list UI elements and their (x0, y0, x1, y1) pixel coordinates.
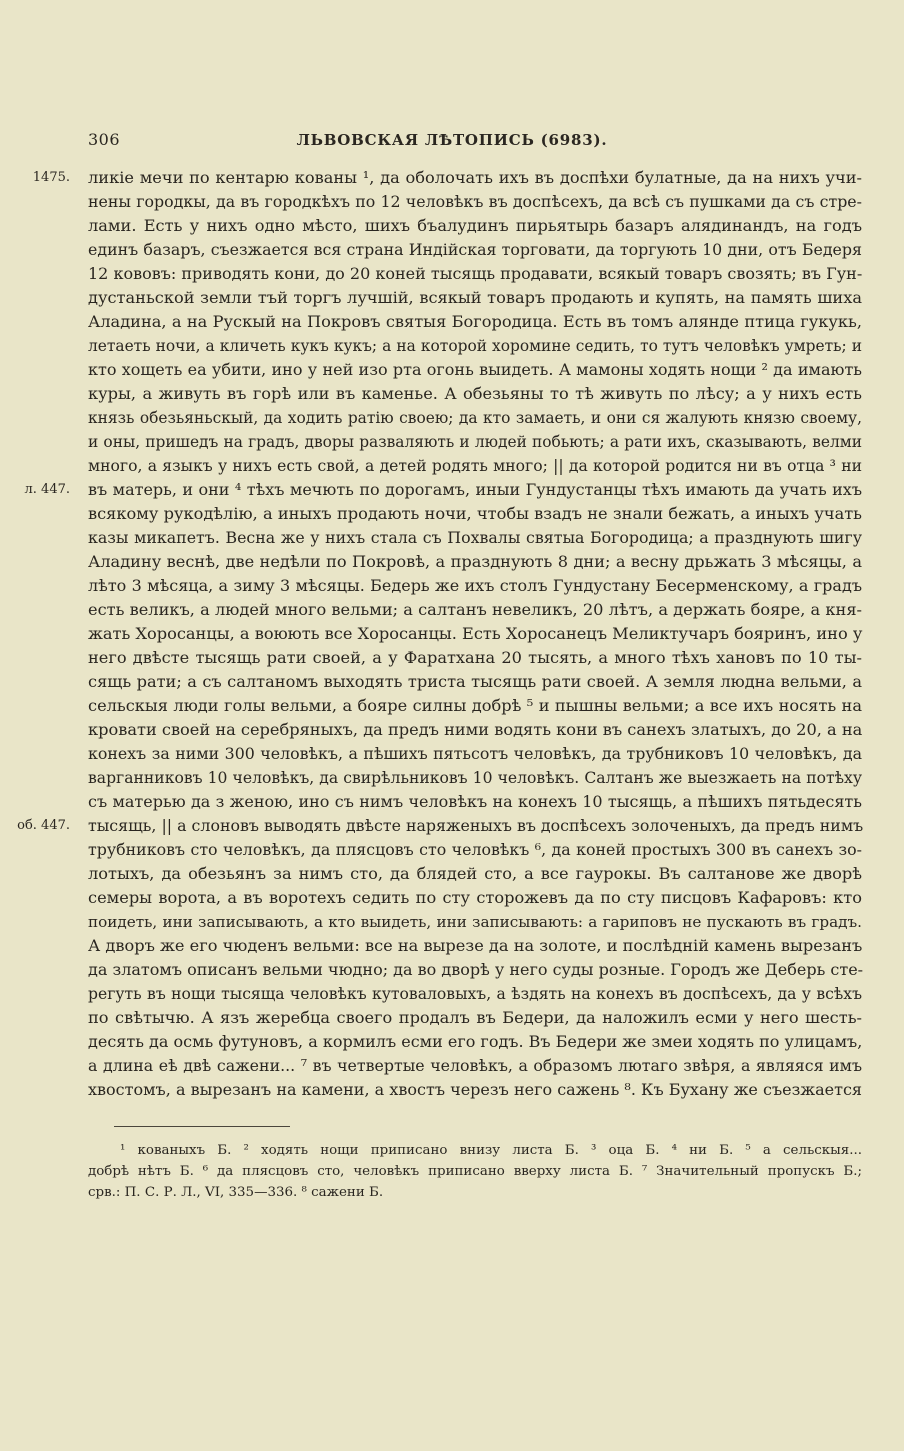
text-line: А дворъ же его чюденъ вельми: все на вырезе да на золоте, и послѣднiй камень вырезанъ (88, 936, 863, 955)
margin-note-folio-verso: об. 447. (17, 818, 70, 833)
footnote-line: срв.: П. С. Р. Л., VI, 335—336. ⁸ сажени Б. (88, 1185, 384, 1200)
text-line: лами. Есть у нихъ одно мѣсто, шихъ бъалудинъ пирьятырь базаръ алядинандъ, на годъ (88, 216, 862, 235)
page-number: 306 (88, 130, 121, 149)
text-line: летаеть ночи, а кличеть кукъ кукъ; а на которой хоромине седить, то тутъ человѣкъ умреть; и (88, 337, 862, 355)
text-line: дустаньской земли тъй торгъ лучшiй, всякый товаръ продають и купять, на память шиха (88, 288, 862, 307)
text-line: регуть въ нощи тысяща человѣкъ кутоваловыхъ, а ѣздять на конехъ въ доспѣсехъ, да у всѣхъ (88, 985, 862, 1003)
text-line: Аладину веснѣ, две недѣли по Покровѣ, а празднують 8 дни; а весну дрьжать 3 мѣсяцы, а (88, 552, 862, 571)
text-line: десять да осмь футуновъ, а кормилъ есми его годъ. Въ Бедери же змеи ходять по улицамъ, (88, 1032, 863, 1051)
text-line: кто хощеть еа убити, ино у ней изо рта огонь выидеть. А мамоны ходять нощи ² да имають (88, 360, 862, 379)
text-line: варганниковъ 10 человѣкъ, да свирѣльниковъ 10 человѣкъ. Салтанъ же выезжаеть на потѣху (88, 769, 862, 787)
running-head: ЛЬВОВСКАЯ ЛѢТОПИСЬ (6983). (296, 131, 608, 149)
text-line: съ матерью да з женою, ино съ нимъ человѣкъ на конехъ 10 тысящь, а пѣшихъ пятьдесять (88, 792, 862, 811)
text-line: ликіе мечи по кентарю кованы ¹, да оболочать ихъ въ доспѣхи булатные, да на нихъ учи- (88, 168, 862, 187)
text-line: кровати своей на серебряныхъ, да предъ ними водять кони въ санехъ златыхъ, до 20, а на (88, 720, 863, 739)
text-line: князь обезьяньскый, да ходить ратiю своею; да кто замаеть, и они ся жалують князю своему, (88, 409, 862, 427)
footnote-line: ¹ кованыхъ Б. ² ходять нощи приписано внизу листа Б. ³ оца Б. ⁴ ни Б. ⁵ а сельскыя... (120, 1143, 862, 1158)
footnote-line: добрѣ нѣтъ Б. ⁶ да плясцовъ сто, человѣкъ приписано вверху листа Б. ⁷ Значительный пропускъ Б.; (88, 1164, 862, 1179)
text-line: а длина еѣ двѣ сажени... ⁷ въ четвертые человѣкъ, а образомъ лютаго звѣря, а являяся имъ (88, 1056, 862, 1075)
text-line: всякому рукодѣлiю, а иныхъ продають ночи, чтобы взадъ не знали бежать, а иныхъ учать (88, 504, 862, 523)
text-line: казы микапетъ. Весна же у нихъ стала съ Похвалы святыа Богородица; а празднують шигу (88, 528, 862, 547)
text-line: куры, а живуть въ горѣ или въ каменье. А обезьяны то тѣ живуть по лѣсу; а у нихъ есть (88, 384, 862, 403)
text-line: лѣто 3 мѣсяца, а зиму 3 мѣсяцы. Бедерь же ихъ столъ Гундустану Бесерменскому, а градъ (88, 576, 862, 595)
text-line: хвостомъ, а вырезанъ на камени, а хвостъ черезъ него сажень ⁸. Къ Бухану же съезжается (88, 1080, 862, 1099)
text-line: трубниковъ сто человѣкъ, да плясцовъ сто человѣкъ ⁶, да коней простыхъ 300 въ санехъ зо- (88, 840, 862, 859)
margin-note-year: 1475. (32, 170, 70, 185)
text-line: тысящь, || а слоновъ выводять двѣсте наряженыхъ въ доспѣсехъ золоченыхъ, да предъ нимъ (88, 816, 864, 835)
text-line: въ матерь, и они ⁴ тѣхъ мечють по дорогамъ, иныи Гундустанцы тѣхъ имають да учать ихъ (88, 480, 862, 499)
text-line: и оны, пришедъ на градъ, дворы разваляють и людей побьють; а рати ихъ, сказывають, велми (88, 433, 862, 451)
text-line: семеры ворота, а въ воротехъ седить по сту сторожевъ да по сту писцовъ Кафаровъ: кто (88, 888, 862, 907)
text-line: сящь рати; а съ салтаномъ выходять триста тысящь рати своей. А земля людна вельми, а (88, 672, 862, 691)
text-line: нены городкы, да въ городкѣхъ по 12 человѣкъ въ доспѣсехъ, да всѣ съ пушками да съ стре- (88, 192, 862, 211)
text-line: жать Хоросанцы, а воюють все Хоросанцы. Есть Хоросанецъ Меликтучаръ бояринъ, ино у (88, 624, 863, 643)
text-line: да златомъ описанъ вельми чюдно; да во дворѣ у него суды розные. Городъ же Деберь сте- (88, 960, 864, 979)
text-line: сельскыя люди голы вельми, а бояре силны добрѣ ⁵ и пышны вельми; а все ихъ носять на (88, 696, 862, 715)
text-line: Аладина, а на Рускый на Покровъ святыя Богородица. Есть въ томъ алянде птица гукукь, (88, 312, 862, 331)
text-line: по свѣтычю. А язъ жеребца своего продалъ въ Бедери, да наложилъ есми у него шесть- (88, 1008, 862, 1027)
text-line: лотыхъ, да обезьянъ за нимъ сто, да блядей сто, а все гаурокы. Въ салтанове же дворѣ (88, 864, 862, 883)
footnote-rule (114, 1126, 290, 1127)
text-line: много, а языкъ у нихъ есть свой, а детей родять много; || да которой родится ни въ отца ³ ни (88, 457, 862, 475)
margin-note-folio: л. 447. (24, 482, 70, 497)
text-line: него двѣсте тысящь рати своей, а у Фаратхана 20 тысять, а много тѣхъ хановъ по 10 ты- (88, 648, 862, 667)
text-line: поидеть, ини записывають, а кто выидеть, ини записывають: а гариповъ не пускають въ градъ. (88, 913, 862, 931)
text-line: конехъ за ними 300 человѣкъ, а пѣшихъ пятьсотъ человѣкъ, да трубниковъ 10 человѣкъ, да (88, 744, 862, 763)
text-line: 12 кововъ: приводять кони, до 20 коней тысящь продавати, всякый товаръ свозять; въ Гун- (88, 264, 863, 283)
text-line: единъ базаръ, съезжается вся страна Индійская торговати, да торгують 10 дни, отъ Бедеря (88, 240, 862, 259)
text-line: есть великъ, а людей много вельми; а салтанъ невеликъ, 20 лѣтъ, а держать бояре, а кня- (88, 600, 862, 619)
